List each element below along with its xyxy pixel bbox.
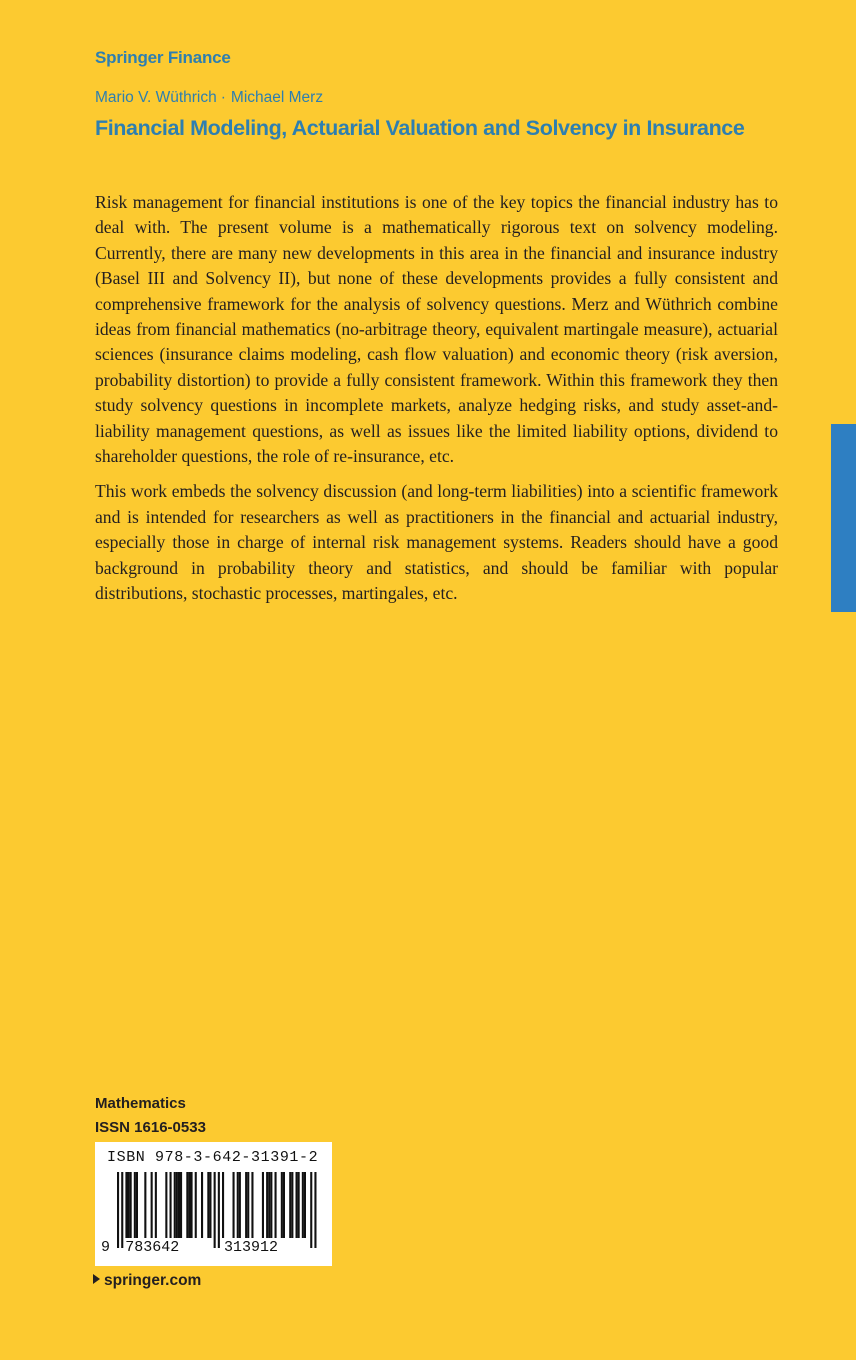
barcode-bar xyxy=(214,1172,216,1248)
barcode-bar xyxy=(262,1172,264,1238)
barcode-bar xyxy=(207,1172,209,1238)
barcode-bar xyxy=(222,1172,224,1238)
barcode-bar xyxy=(251,1172,253,1238)
barcode-bar xyxy=(298,1172,300,1238)
barcode-bar xyxy=(237,1172,239,1238)
barcode-digits: 783642 xyxy=(125,1239,180,1256)
barcode-bar xyxy=(283,1172,285,1238)
barcode-bar xyxy=(186,1172,188,1238)
barcode-bar xyxy=(304,1172,306,1238)
barcode-bar xyxy=(151,1172,153,1238)
barcode-bar xyxy=(275,1172,277,1238)
barcode-digits: 313912 xyxy=(224,1239,279,1256)
barcode-bar xyxy=(191,1172,193,1238)
website-link[interactable] xyxy=(93,1272,201,1290)
barcode-bar xyxy=(195,1172,197,1238)
barcode-bar xyxy=(266,1172,268,1238)
barcode-bar xyxy=(176,1172,178,1238)
barcode-bar xyxy=(121,1172,123,1248)
barcode-bar xyxy=(291,1172,293,1238)
barcode xyxy=(95,1142,332,1266)
barcode-bar xyxy=(128,1172,130,1238)
description xyxy=(95,190,778,617)
barcode-bar xyxy=(134,1172,136,1238)
barcode-bar xyxy=(245,1172,247,1238)
description-paragraph: Risk management for financial institutions is one of the key topics the financial industry has to deal with. The present volume is a mathematically rigorous text on solvency modeling. Currently, there are many new developments in this area in the financial and insurance industry (Basel III and Solvency II), but none of these developments provides a fully consistent and comprehensive framework for the analysis of solvency questions. Merz and Wüthrich combine ideas from financial mathematics (no-arbitrage theory, equivalent martingale measure), actuarial sciences (insurance claims modeling, cash flow valuation) and economic theory (risk aversion, probability distortion) to provide a fully consistent framework. Within this framework they then study solvency questions in incomplete markets, analyze hedging risks, and study asset-and-liability management questions, as well as issues like the limited liability options, dividend to shareholder questions, the role of re-insurance, etc. xyxy=(95,192,778,467)
author-separator: · xyxy=(220,89,226,106)
barcode-bar xyxy=(239,1172,241,1238)
author-name: Michael Merz xyxy=(230,89,324,106)
barcode-bar xyxy=(136,1172,138,1238)
subject-block xyxy=(95,1092,206,1140)
barcode-bar xyxy=(188,1172,190,1238)
description-paragraph: This work embeds the solvency discussion (and long-term liabilities) into a scientific framework and is intended for researchers as well as practitioners in the financial and actuarial industry, especially those in charge of internal risk management systems. Readers should have a good background in probability theory and statistics, and should be familiar with popular distributions, stochastic processes, martingales, etc. xyxy=(95,481,778,604)
barcode-bar xyxy=(201,1172,203,1238)
subject-label: Mathematics xyxy=(95,1095,186,1112)
barcode-bar xyxy=(268,1172,270,1238)
barcode-digits: 9 xyxy=(101,1239,111,1256)
website-label: springer.com xyxy=(104,1272,202,1289)
barcode-bar xyxy=(174,1172,176,1238)
authors xyxy=(95,89,323,107)
barcode-bar xyxy=(296,1172,298,1238)
barcode-bar xyxy=(165,1172,167,1238)
issn-label: ISSN 1616-0533 xyxy=(95,1119,206,1136)
barcode-bar xyxy=(270,1172,272,1238)
arrow-right-icon xyxy=(93,1274,100,1284)
edge-tab xyxy=(831,424,856,612)
barcode-bar xyxy=(289,1172,291,1238)
barcode-bar xyxy=(170,1172,172,1238)
barcode-bar xyxy=(117,1172,119,1248)
author-name: Mario V. Wüthrich xyxy=(95,89,217,106)
barcode-bar xyxy=(125,1172,127,1238)
barcode-bar xyxy=(180,1172,182,1238)
barcode-bar xyxy=(281,1172,283,1238)
book-title: Financial Modeling, Actuarial Valuation and Solvency in Insurance xyxy=(95,116,745,140)
barcode-bar xyxy=(209,1172,211,1238)
barcode-bar xyxy=(233,1172,235,1238)
isbn-label: ISBN 978-3-642-31391-2 xyxy=(107,1149,319,1166)
barcode-graphic xyxy=(95,1142,332,1266)
series-name: Springer Finance xyxy=(95,48,231,67)
barcode-bar xyxy=(178,1172,180,1238)
barcode-bar xyxy=(130,1172,132,1238)
barcode-bar xyxy=(314,1172,316,1248)
barcode-bar xyxy=(155,1172,157,1238)
barcode-bar xyxy=(144,1172,146,1238)
barcode-bar xyxy=(218,1172,220,1248)
barcode-bar xyxy=(302,1172,304,1238)
barcode-bar xyxy=(310,1172,312,1248)
barcode-bar xyxy=(247,1172,249,1238)
